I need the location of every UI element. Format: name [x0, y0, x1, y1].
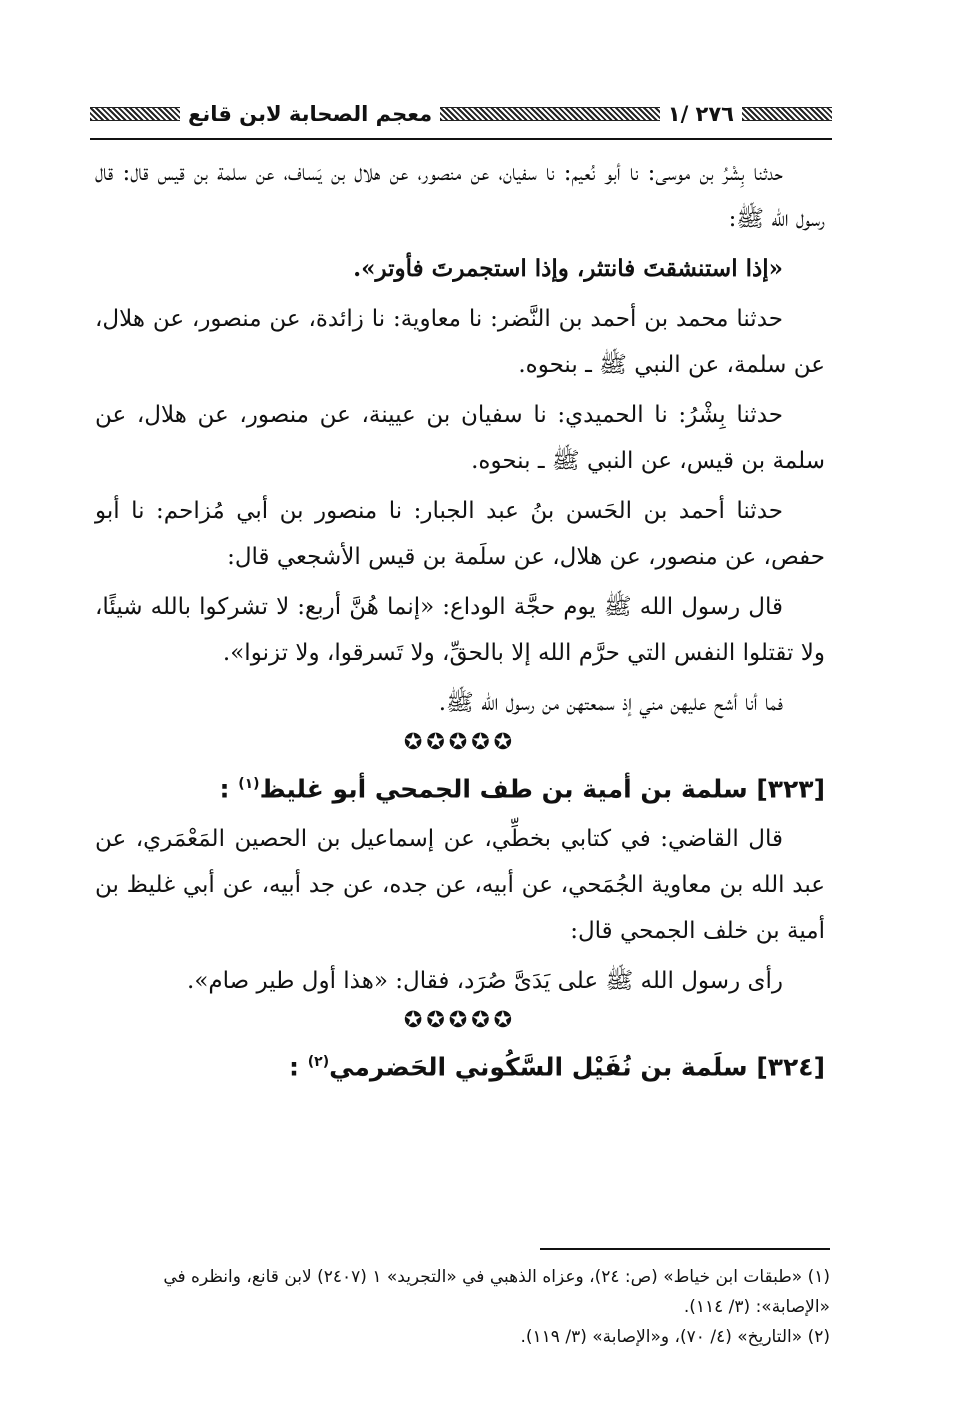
footnotes — [95, 1262, 830, 1352]
section-divider: ✪✪✪✪✪ — [403, 1008, 517, 1034]
entry-heading-text: [٣٢٤] سلَمة بن نُفَيْل السَّكُوني الحَضرمي — [329, 1052, 825, 1082]
entry-heading-colon: : — [289, 1052, 308, 1082]
header-ornament — [90, 107, 180, 121]
footnote-ref: (١) — [238, 776, 260, 792]
header-ornament — [440, 107, 660, 121]
paragraph: فما أنا أشح عليهن مني إذ سمعتهن من رسول الله ﷺ. — [438, 690, 783, 716]
main-text — [95, 150, 825, 1095]
paragraph: قال القاضي: في كتابي بخطِّي، عن إسماعيل بن الحصين المَعْمَري، عن عبد الله بن معاوية الجُمَحي، عن أبيه، عن جده، عن جد أبيه، عن أبي غليظ بن أمية بن خلف الجمحي قال: — [95, 826, 825, 945]
entry-heading-323 — [95, 757, 825, 816]
entry-heading-text: [٣٢٣] سلمة بن أمية بن طف الجمحي أبو غليظ — [259, 774, 825, 804]
book-title: معجم الصحابة لابن قانع — [188, 102, 433, 126]
header-ornament — [742, 107, 832, 121]
footnote-ref: (٢) — [307, 1054, 330, 1071]
hadith-text: رأى رسول الله ﷺ على يَدَىَّ صُرَد، فقال: «هذا أول طير صام». — [187, 968, 783, 995]
paragraph: حدثنا محمد بن أحمد بن النَّضر: نا معاوية: نا زائدة، عن منصور، عن هلال، عن سلمة، عن النبي ﷺ ـ بنحوه. — [95, 306, 825, 378]
hadith-text: قال رسول الله ﷺ يوم حجَّة الوداع: «إنما هُنَّ أربع: لا تشركوا بالله شيئًا، ولا تقتلوا النفس التي حرَّم الله إلا بالحقِّ، ولا تَسرقوا، ولا تزنوا». — [95, 594, 825, 666]
hadith-quote: «إذا استنشقتَ فانتثر، وإذا استجمرتَ فأوتر». — [353, 255, 783, 282]
running-header — [90, 96, 832, 132]
entry-heading-colon: : — [219, 774, 239, 804]
paragraph: حدثنا أحمد بن الحَسن بنُ عبد الجبار: نا منصور بن أبي مُزاحم: نا أبو حفص، عن منصور، عن هلال، عن سلَمة بن قيس الأشجعي قال: — [95, 498, 825, 570]
footnote-1: (١) «طبقات ابن خياط» (ص: ٢٤)، وعزاه الذهبي في «التجريد» ١ (٢٤٠٧) لابن قانع، وانظره في «الإصابة»: (٣/ ١١٤). — [163, 1267, 830, 1317]
section-divider: ✪✪✪✪✪ — [403, 730, 517, 755]
paragraph: حدثنا بِشْرُ بن موسى: نا أبو نُعيم: نا سفيان، عن منصور، عن هلال بن يَساف، عن سلمة بن قيس قال: قال رسول الله ﷺ: — [95, 160, 825, 232]
footnote-rule — [540, 1248, 830, 1250]
page-number: ٢٧٦ /١ — [667, 102, 734, 126]
paragraph: حدثنا بِشْرُ: نا الحميدي: نا سفيان بن عيينة، عن منصور، عن هلال، عن سلمة بن قيس، عن النبي ﷺ ـ بنحوه. — [95, 402, 825, 474]
footnote-2: (٢) «التاريخ» (٤/ ٧٠)، و«الإصابة» (٣/ ١١٩). — [520, 1327, 830, 1347]
header-rule — [90, 138, 832, 140]
entry-heading-324 — [95, 1035, 825, 1094]
